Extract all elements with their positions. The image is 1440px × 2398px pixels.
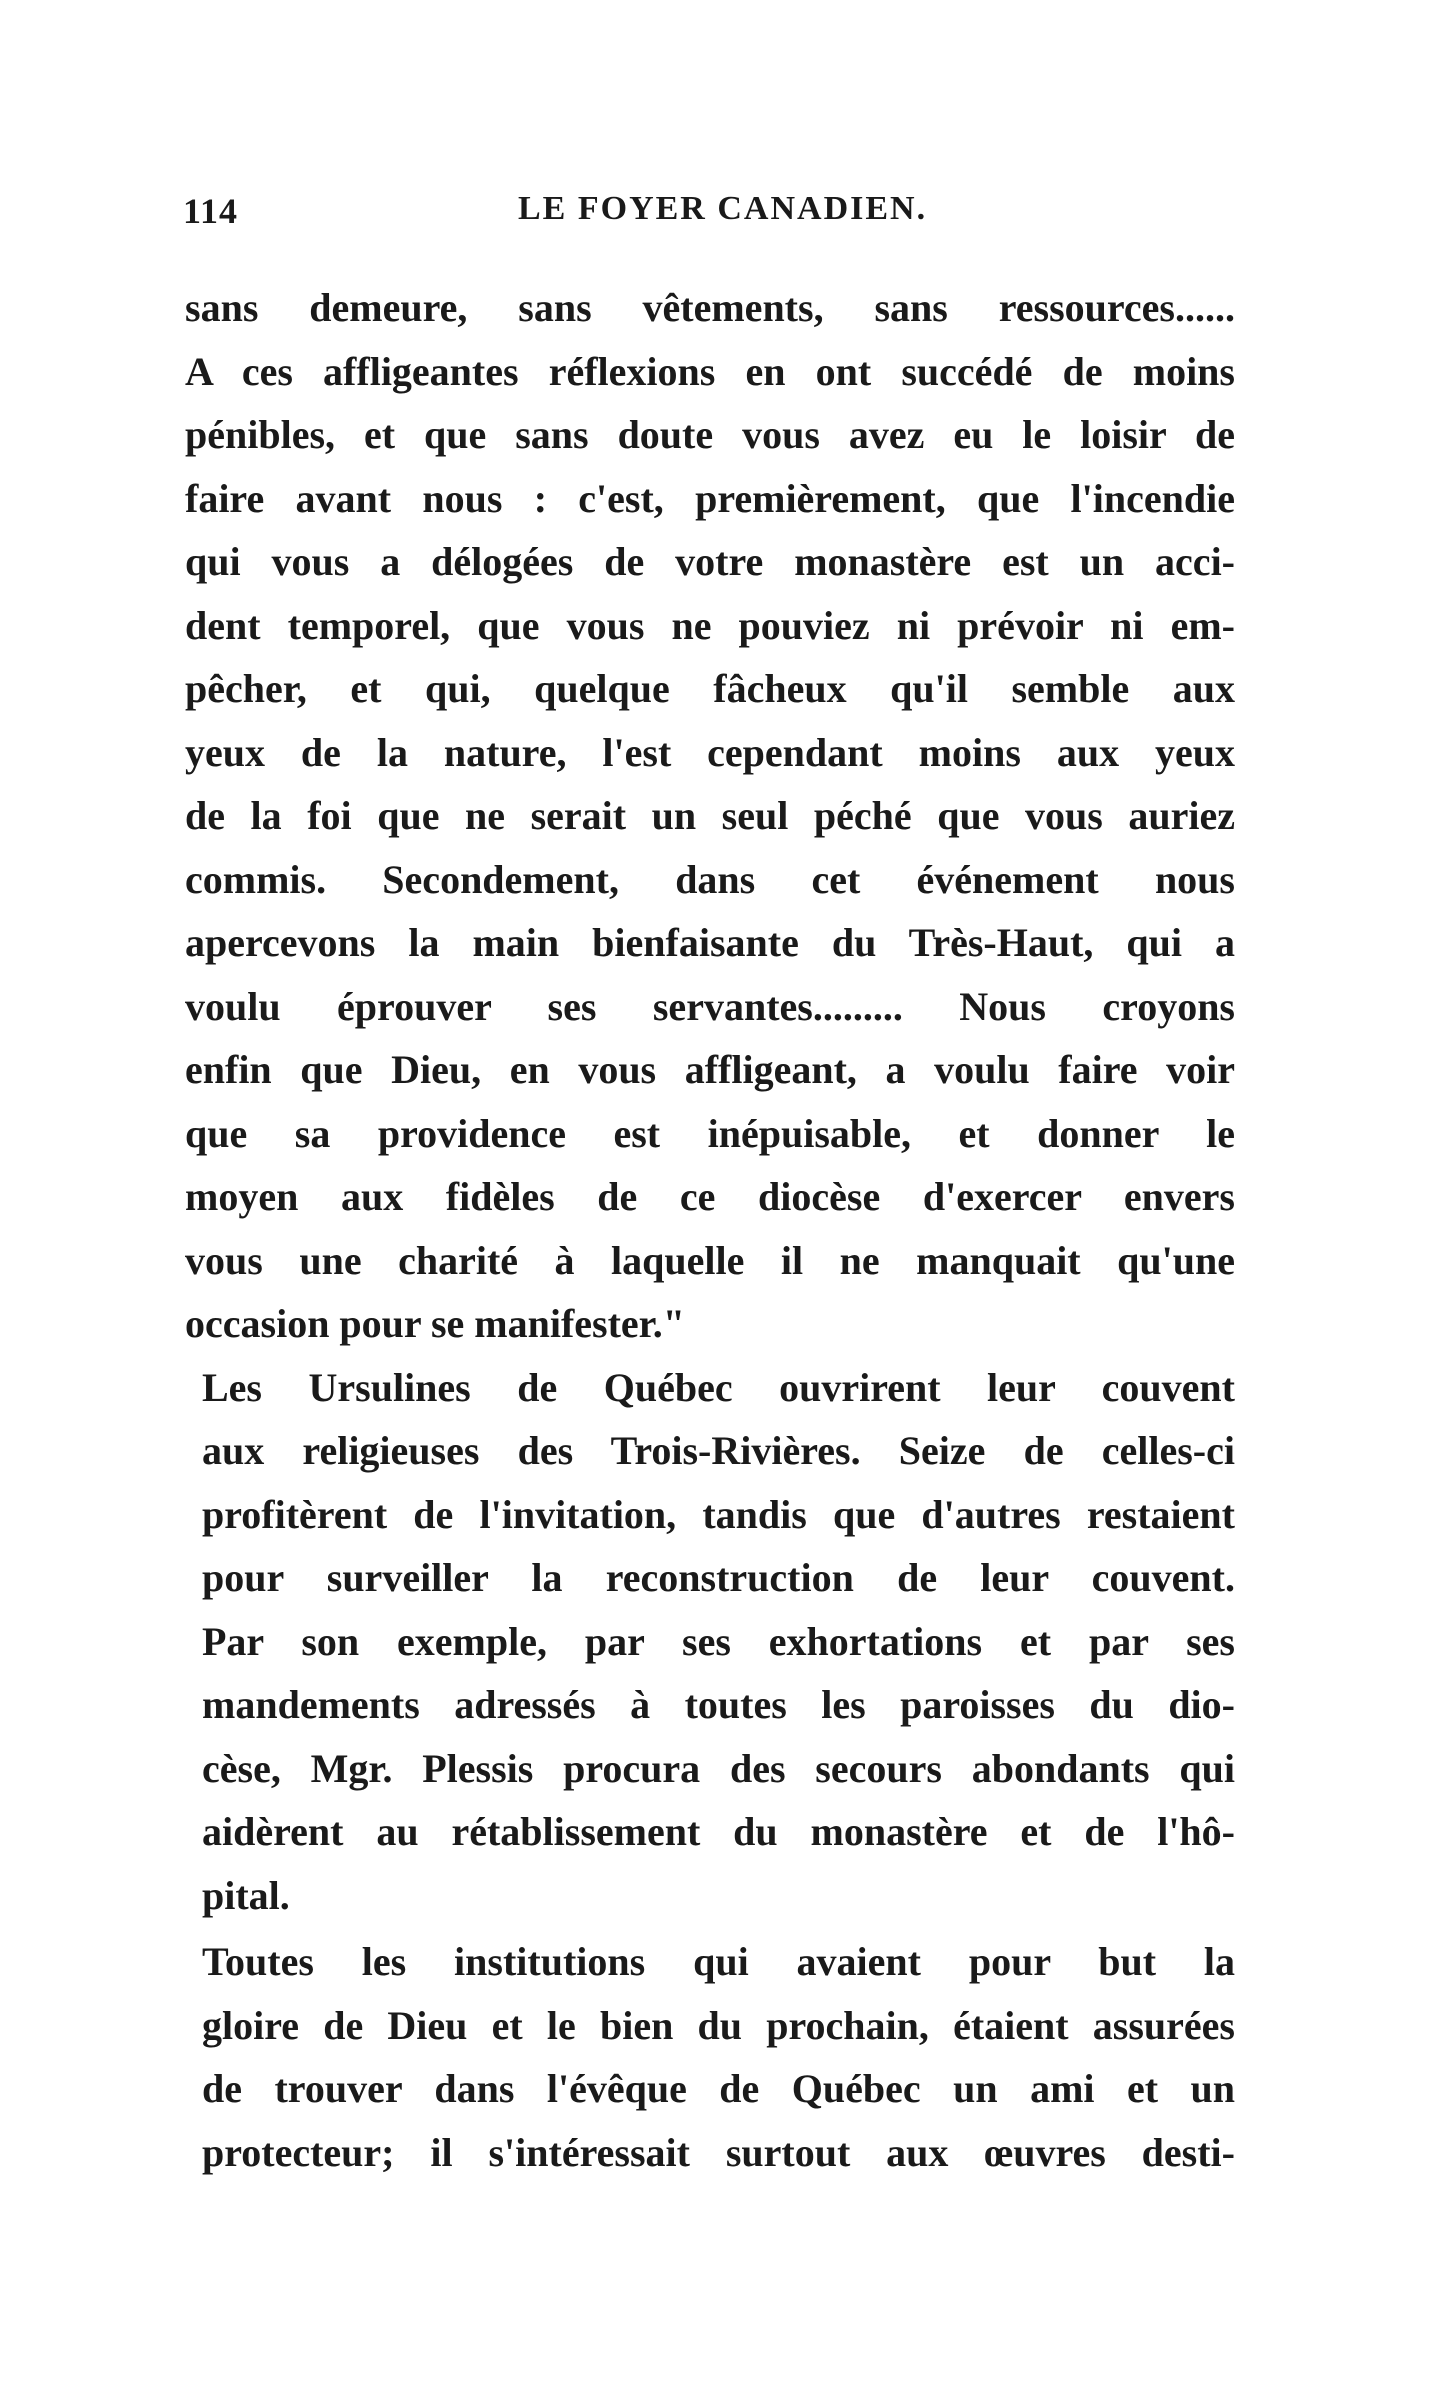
text-line: mandements adressés à toutes les paroisses du dio- xyxy=(202,1682,1235,1727)
text-line: enfin que Dieu, en vous affligeant, a voulu faire voir xyxy=(185,1047,1235,1092)
text-line: yeux de la nature, l'est cependant moins aux yeux xyxy=(185,729,1235,775)
text-line: pour surveiller la reconstruction de leur couvent. xyxy=(202,1555,1235,1600)
page-number: 114 xyxy=(183,191,239,231)
text-line: sans demeure, sans vêtements, sans ressources...... xyxy=(185,285,1235,330)
running-title: LE FOYER CANADIEN. xyxy=(518,190,928,227)
text-line: de trouver dans l'évêque de Québec un ami et un xyxy=(202,2066,1235,2111)
text-line: pêcher, et qui, quelque fâcheux qu'il semble aux xyxy=(185,666,1235,711)
body-text xyxy=(185,276,1235,2184)
text-line: pénibles, et que sans doute vous avez eu le loisir de xyxy=(185,412,1235,457)
text-line: A ces affligeantes réflexions en ont succédé de moins xyxy=(185,348,1235,394)
text-line: pital. xyxy=(202,1872,290,1918)
text-line: faire avant nous : c'est, premièrement, que l'incendie xyxy=(185,475,1235,521)
text-line: dent temporel, que vous ne pouviez ni prévoir ni em- xyxy=(185,602,1235,648)
text-line: aux religieuses des Trois-Rivières. Seize de celles-ci xyxy=(202,1428,1235,1473)
text-line: cèse, Mgr. Plessis procura des secours abondants qui xyxy=(202,1745,1235,1791)
page-header xyxy=(183,190,1233,250)
text-line: voulu éprouver ses servantes......... Nous croyons xyxy=(185,983,1235,1029)
text-line: commis. Secondement, dans cet événement nous xyxy=(185,856,1235,902)
text-line: Les Ursulines de Québec ouvrirent leur couvent xyxy=(202,1364,1235,1410)
text-line: Par son exemple, par ses exhortations et par ses xyxy=(202,1618,1235,1664)
text-line: gloire de Dieu et le bien du prochain, étaient assurées xyxy=(202,2002,1235,2048)
text-line: moyen aux fidèles de ce diocèse d'exercer envers xyxy=(185,1174,1235,1219)
text-line: protecteur; il s'intéressait surtout aux œuvres desti- xyxy=(202,2129,1235,2175)
text-line: aidèrent au rétablissement du monastère et de l'hô- xyxy=(202,1809,1235,1854)
text-line: profitèrent de l'invitation, tandis que d'autres restaient xyxy=(202,1491,1235,1537)
text-line: de la foi que ne serait un seul péché que vous auriez xyxy=(185,793,1235,838)
text-line: vous une charité à laquelle il ne manquait qu'une xyxy=(185,1237,1235,1283)
text-line: occasion pour se manifester." xyxy=(185,1301,685,1346)
text-line: que sa providence est inépuisable, et donner le xyxy=(185,1110,1235,1156)
text-line: Toutes les institutions qui avaient pour but la xyxy=(202,1939,1235,1984)
text-line: apercevons la main bienfaisante du Très-Haut, qui a xyxy=(185,920,1235,965)
text-line: qui vous a délogées de votre monastère est un acci- xyxy=(185,539,1235,584)
